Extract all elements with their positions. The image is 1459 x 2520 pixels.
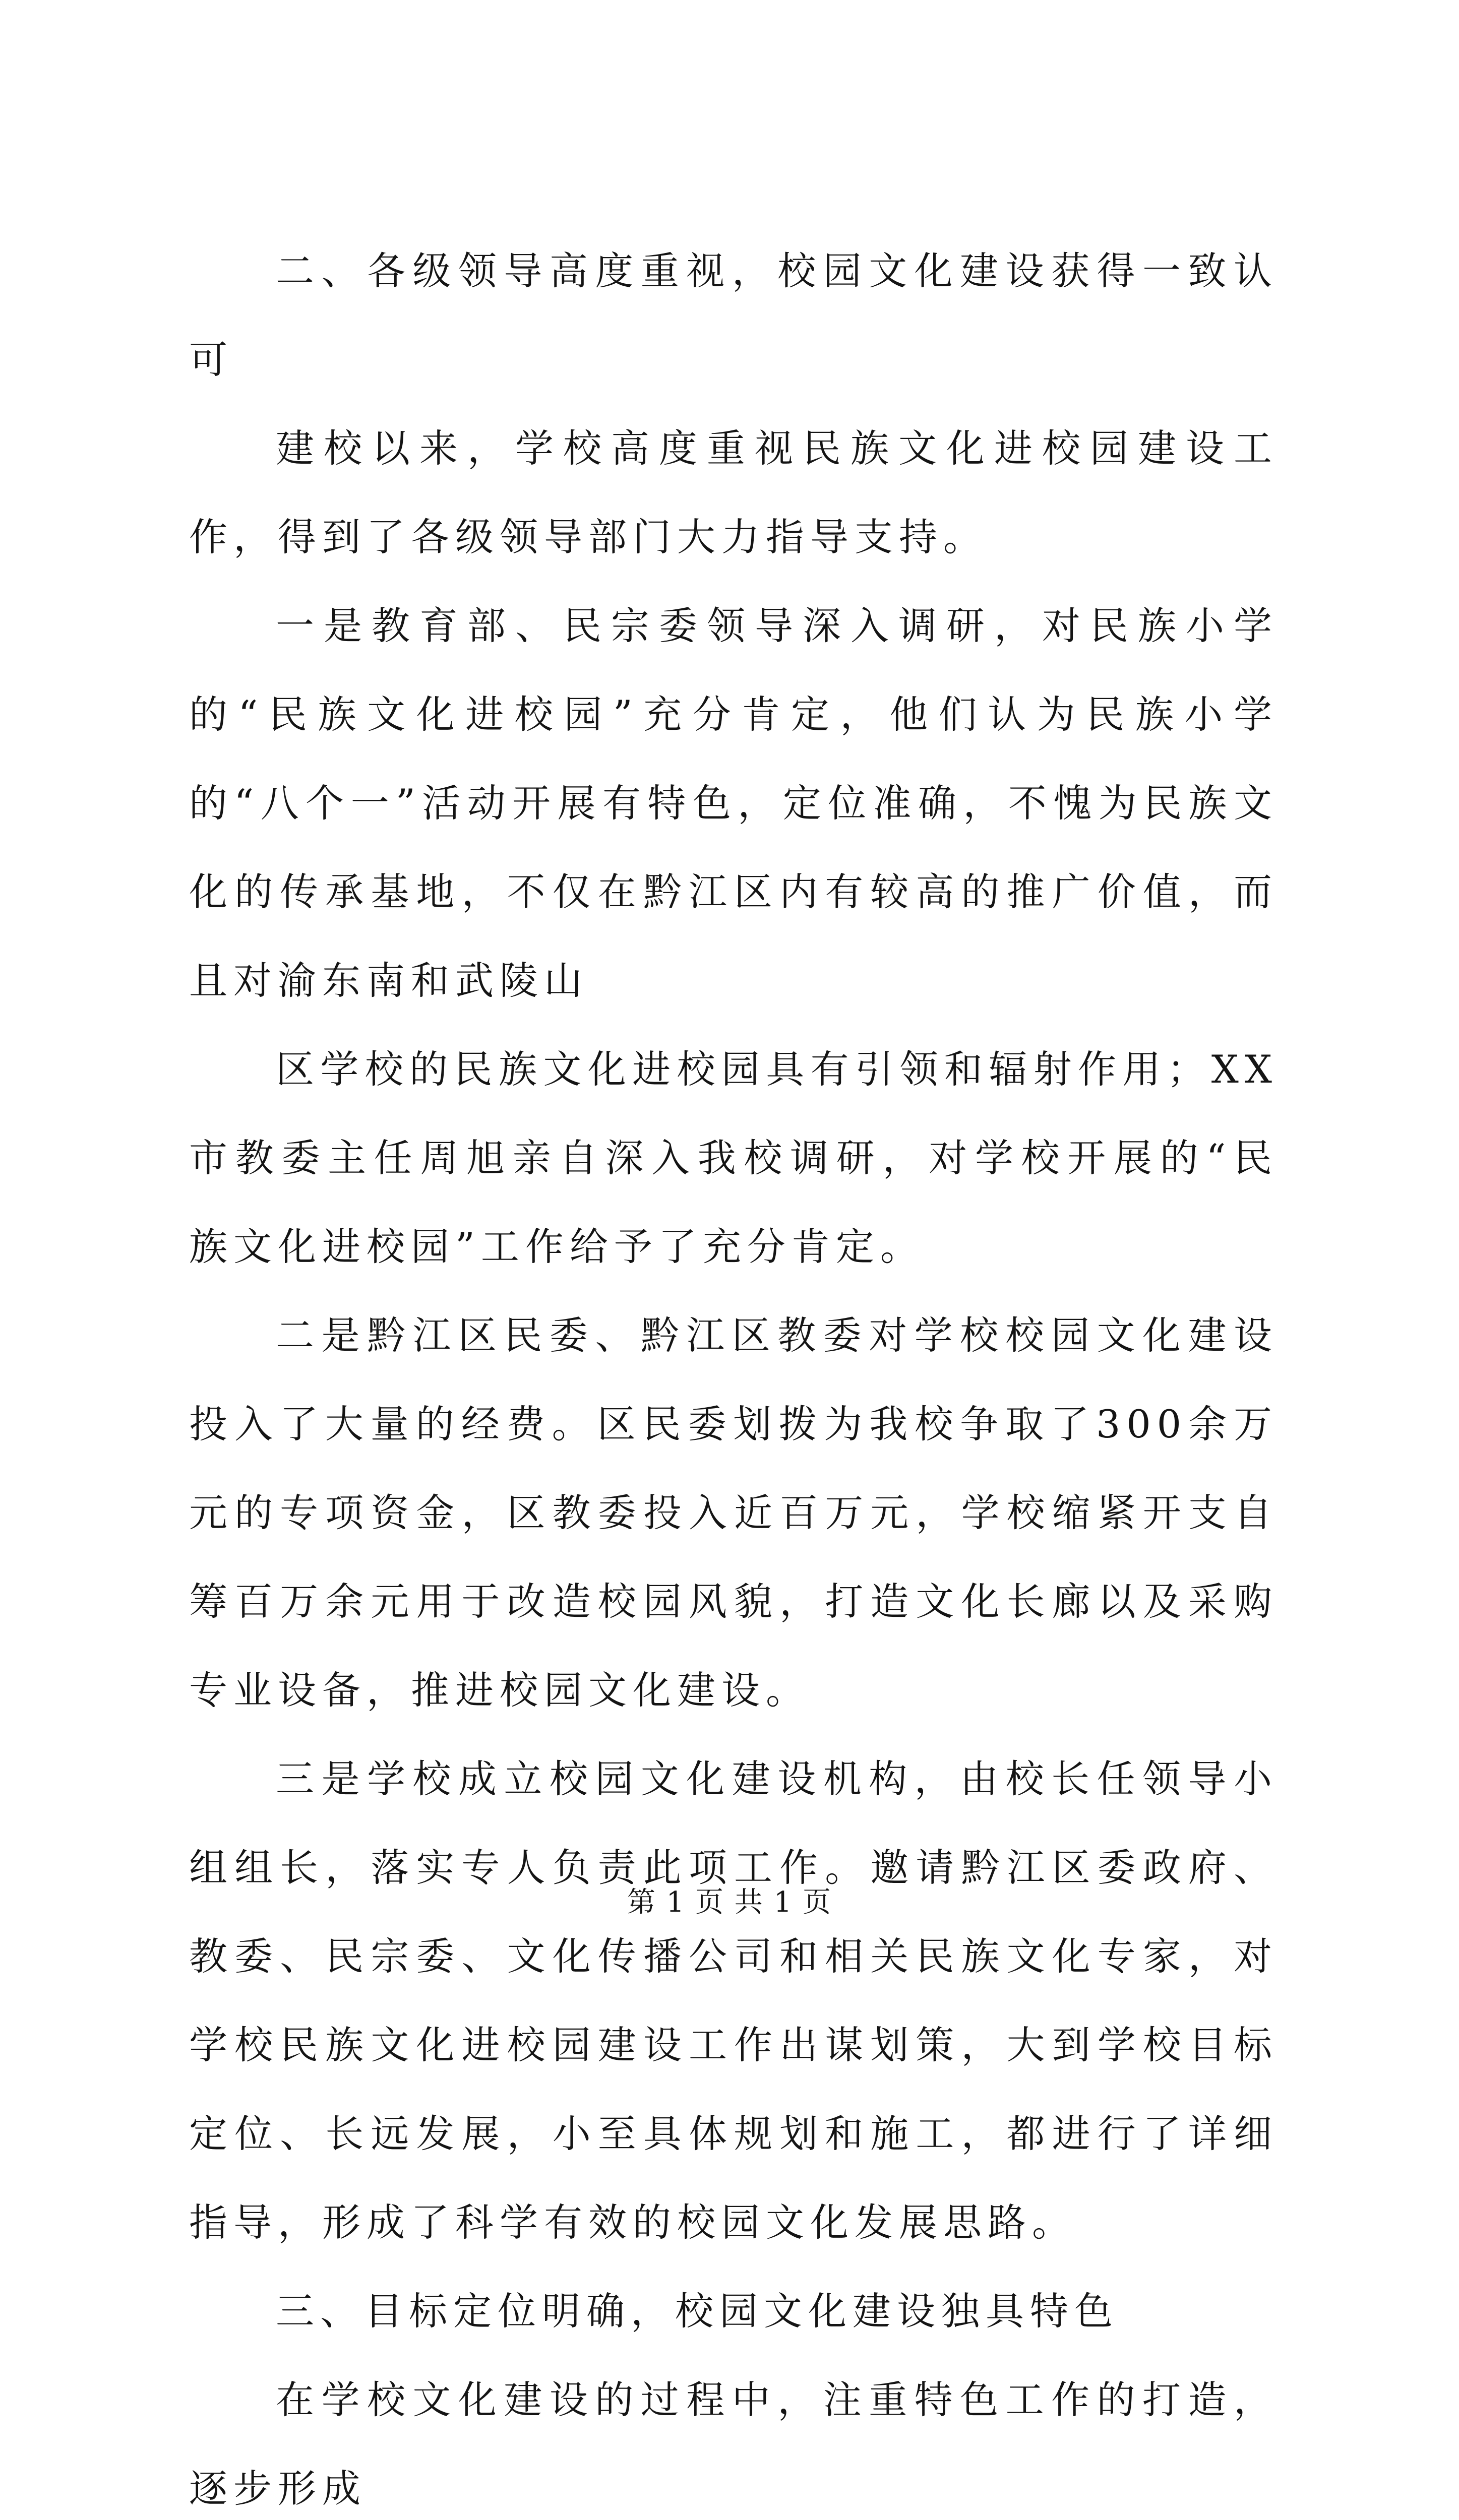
- paragraph-point-3: 三是学校成立校园文化建设机构，由校长任领导小组组长，落实专人负责此项工作。邀请黔江区委政府、教委、民宗委、文化传播公司和相关民族文化专家，对学校民族文化进校园建设工作出谋划策，大到学校目标定位、长远发展，小至具体规划和施工，都进行了详细指导，形成了科学有效的校园文化发展思路。: [189, 1756, 1278, 2245]
- paragraph-section-3-intro: 在学校文化建设的过程中，注重特色工作的打造，逐步形成: [189, 2377, 1278, 2511]
- page-number-footer: 第 1 页 共 1 页: [627, 1886, 832, 1919]
- paragraph-point-1-continued: 区学校的民族文化进校园具有引领和辐射作用；XX市教委主任周旭亲自深入我校调研，对学校开展的“民族文化进校园”工作给予了充分肯定。: [189, 1047, 1278, 1269]
- paragraph-intro: 建校以来，学校高度重视民族文化进校园建设工作，得到了各级领导部门大力指导支持。: [189, 426, 1278, 559]
- section-heading-3: 三、目标定位明确，校园文化建设独具特色: [276, 2289, 1119, 2334]
- paragraph-point-1: 一是教育部、民宗委领导深入调研，对民族小学的“民族文化进校园”充分肯定，他们认为民族小学的“八个一”活动开展有特色，定位准确，不愧为民族文化的传承基地，不仅在黔江区内有较高的推广价值，而且对渝东南和武陵山: [189, 603, 1278, 1003]
- section-heading-2: 二、各级领导高度重视，校园文化建设获得一致认可: [189, 248, 1278, 382]
- document-body: [189, 227, 1278, 2520]
- paragraph-point-2: 二是黔江区民委、黔江区教委对学校校园文化建设投入了大量的经费。区民委划拨为我校争取了300余万元的专项资金，区教委投入近百万元，学校缩紧开支自筹百万余元用于改造校园风貌，打造文化长廊以及采购专业设备，推进校园文化建设。: [189, 1313, 1278, 1713]
